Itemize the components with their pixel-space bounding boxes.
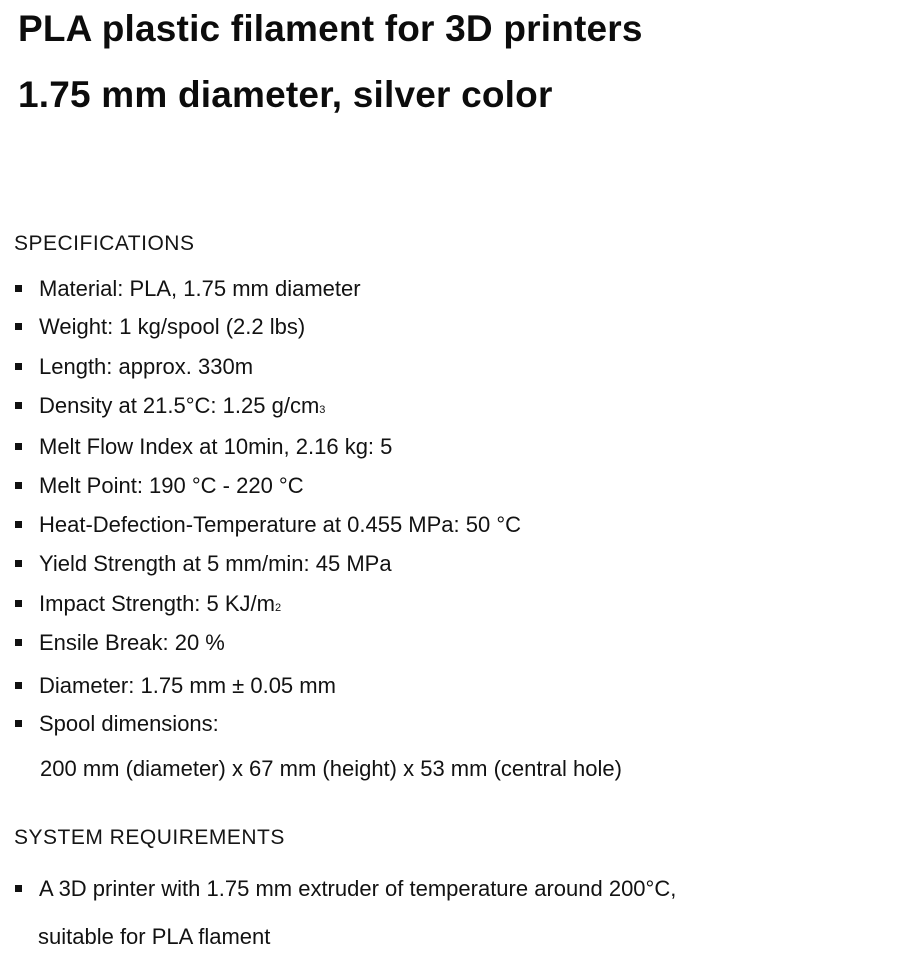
spec-item-text: Length: approx. 330m (39, 354, 254, 379)
bullet-icon (15, 639, 22, 646)
bullet-icon (15, 323, 22, 330)
spec-item-text: Spool dimensions: (39, 711, 219, 736)
bullet-icon (15, 443, 22, 450)
spec-item-text: Impact Strength: 5 KJ/m (39, 591, 275, 616)
spec-item-heat-deflection (15, 512, 521, 538)
requirement-item-text: A 3D printer with 1.75 mm extruder of temperature around 200°C, (39, 876, 677, 901)
specifications-heading: SPECIFICATIONS (14, 232, 195, 255)
bullet-icon (15, 560, 22, 567)
bullet-icon (15, 402, 22, 409)
spec-item-impact-strength: Impact Strength: 5 KJ/m 2 (15, 591, 281, 617)
spec-item-spool-dimensions (15, 711, 219, 737)
spec-item-diameter (15, 673, 336, 699)
spec-item-text: Melt Flow Index at 10min, 2.16 kg: 5 (39, 434, 393, 459)
spec-item-text: Melt Point: 190 °C - 220 °C (39, 473, 304, 498)
bullet-icon (15, 521, 22, 528)
spec-item-text: Density at 21.5°C: 1.25 g/cm (39, 393, 320, 418)
spec-item-text: Yield Strength at 5 mm/min: 45 MPa (39, 551, 392, 576)
bullet-icon (15, 885, 22, 892)
spec-item-ensile-break (15, 630, 225, 656)
spec-item-yield-strength (15, 551, 392, 577)
requirement-item-printer (15, 876, 676, 902)
spec-item-weight (15, 314, 305, 340)
spec-item-material (15, 276, 361, 302)
bullet-icon (15, 482, 22, 489)
bullet-icon (15, 363, 22, 370)
bullet-icon (15, 682, 22, 689)
spec-item-melt-flow (15, 434, 392, 460)
bullet-icon (15, 720, 22, 727)
spec-item-text: Diameter: 1.75 mm ± 0.05 mm (39, 673, 336, 698)
spec-item-text: Heat-Defection-Temperature at 0.455 MPa: 50 °C (39, 512, 522, 537)
spec-item-density: Density at 21.5°C: 1.25 g/cm 3 (15, 393, 325, 419)
spool-dimensions-detail: 200 mm (diameter) x 67 mm (height) x 53 mm (central hole) (40, 756, 622, 781)
bullet-icon (15, 600, 22, 607)
spec-item-text: Weight: 1 kg/spool (2.2 lbs) (39, 314, 306, 339)
bullet-icon (15, 285, 22, 292)
system-requirements-heading: SYSTEM REQUIREMENTS (14, 826, 285, 849)
spec-item-text: Ensile Break: 20 % (39, 630, 225, 655)
spec-item-text: Material: PLA, 1.75 mm diameter (39, 276, 361, 301)
title-line-2: 1.75 mm diameter, silver color (18, 74, 553, 115)
title-line-1: PLA plastic filament for 3D printers (18, 8, 643, 49)
spec-item-length (15, 354, 253, 380)
spec-item-melt-point (15, 473, 304, 499)
requirement-item-continuation: suitable for PLA flament (38, 924, 271, 949)
